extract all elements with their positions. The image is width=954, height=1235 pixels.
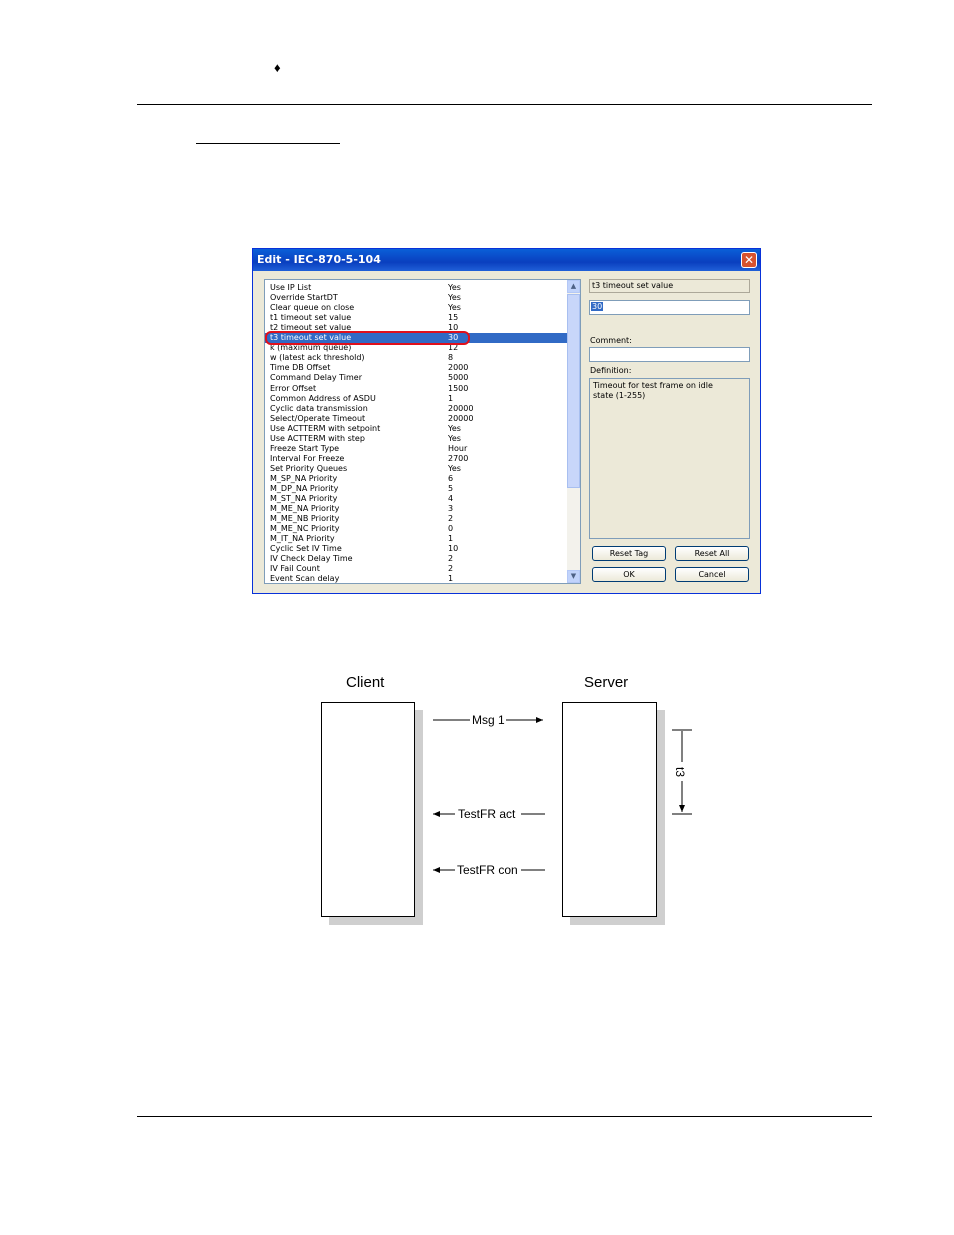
list-row-name: Interval For Freeze — [270, 453, 345, 463]
list-row-name: M_ME_NA Priority — [270, 504, 340, 514]
list-row-name: Cyclic Set IV Time — [270, 544, 342, 554]
selected-tag-name: t3 timeout set value — [589, 279, 750, 293]
server-title: Server — [584, 674, 629, 691]
list-row[interactable] — [265, 434, 568, 444]
list-row-name: Common Address of ASDU — [270, 393, 376, 403]
ok-button[interactable]: OK — [592, 567, 666, 582]
list-row[interactable] — [265, 514, 568, 524]
scroll-up-icon[interactable]: ▲ — [567, 280, 580, 293]
list-row-name: Event Scan delay — [270, 574, 340, 584]
list-row-value: 2700 — [448, 453, 469, 463]
list-row-name: Use ACTTERM with setpoint — [270, 423, 381, 433]
list-row[interactable] — [265, 444, 568, 454]
list-row-value: Yes — [448, 293, 461, 303]
list-row-name: Cyclic data transmission — [270, 403, 368, 413]
list-row-value: 30 — [448, 333, 459, 343]
definition-box — [589, 378, 750, 539]
list-row-name: Clear queue on close — [270, 303, 355, 313]
reset-tag-button[interactable]: Reset Tag — [592, 546, 666, 561]
header-rule — [137, 104, 872, 105]
list-row-name: Set Priority Queues — [270, 463, 348, 473]
list-row[interactable] — [265, 454, 568, 464]
list-row-value: 2 — [448, 554, 454, 564]
list-row-value: 1500 — [448, 383, 469, 393]
list-row[interactable] — [265, 353, 568, 363]
list-row-name: IV Fail Count — [270, 564, 320, 574]
footer-rule — [137, 1116, 872, 1117]
list-row-value: 4 — [448, 494, 454, 504]
list-row-value: 3 — [448, 504, 454, 514]
testfr-act-label: TestFR act — [458, 807, 516, 821]
definition-text: Timeout for test frame on idle state (1-255) — [593, 381, 713, 400]
parameter-list[interactable] — [264, 279, 581, 584]
list-row-value: 15 — [448, 313, 459, 323]
list-row-value: Yes — [448, 423, 461, 433]
comment-label: Comment: — [590, 336, 632, 345]
list-scrollbar[interactable] — [567, 280, 580, 583]
definition-label: Definition: — [590, 366, 632, 375]
list-row[interactable] — [265, 293, 568, 303]
list-row-value: 5 — [448, 484, 454, 493]
list-row-name: Error Offset — [270, 383, 317, 393]
list-row-value: 1 — [448, 574, 454, 584]
list-row-name: M_IT_NA Priority — [270, 534, 335, 544]
list-row[interactable] — [265, 494, 568, 504]
list-row[interactable] — [265, 524, 568, 534]
reset-all-button[interactable]: Reset All — [675, 546, 749, 561]
list-row-name: M_ST_NA Priority — [270, 494, 338, 504]
list-row-name: w (latest ack threshold) — [270, 353, 365, 363]
client-box — [321, 702, 415, 917]
list-row-value: 10 — [448, 323, 459, 333]
list-row-name: Use IP List — [270, 283, 312, 292]
list-row-name: M_DP_NA Priority — [270, 484, 339, 493]
list-row-name: k (maximum queue) — [270, 343, 352, 353]
list-row-name: IV Check Delay Time — [270, 554, 353, 564]
list-row-value: 1 — [448, 534, 454, 544]
bullet-marker: ♦ — [274, 60, 281, 75]
list-row-name: Freeze Start Type — [270, 443, 340, 453]
list-row[interactable] — [265, 464, 568, 474]
list-row-value: Yes — [448, 433, 461, 443]
list-row[interactable] — [265, 534, 568, 544]
list-row-value: Yes — [448, 463, 461, 473]
list-row[interactable] — [265, 373, 568, 383]
list-row-name: Override StartDT — [270, 293, 338, 303]
testfr-con-label: TestFR con — [457, 863, 518, 877]
list-row[interactable] — [265, 474, 568, 484]
list-row[interactable] — [265, 303, 568, 313]
dialog-titlebar — [253, 249, 760, 271]
list-row-value: Yes — [448, 283, 461, 292]
list-row-name: Use ACTTERM with step — [270, 433, 365, 443]
list-row[interactable] — [265, 424, 568, 434]
list-row-value: Yes — [448, 303, 461, 313]
edit-dialog — [252, 248, 761, 594]
list-row[interactable] — [265, 283, 568, 293]
list-row[interactable] — [265, 363, 568, 373]
list-row-value: 20000 — [448, 403, 474, 413]
list-row[interactable] — [265, 414, 568, 424]
comment-input[interactable] — [589, 347, 750, 362]
list-row-name: t3 timeout set value — [270, 333, 352, 343]
list-row-value: 0 — [448, 524, 454, 534]
list-row-value: 12 — [448, 343, 459, 353]
list-row-name: Time DB Offset — [270, 363, 331, 373]
list-row[interactable] — [265, 554, 568, 564]
heading-underline — [196, 143, 340, 144]
list-row-name: Command Delay Timer — [270, 373, 363, 383]
list-row-value: 10 — [448, 544, 459, 554]
list-row-name: t1 timeout set value — [270, 313, 352, 323]
scroll-thumb[interactable] — [567, 294, 580, 488]
selection-highlight-ring — [265, 331, 470, 345]
list-row-value: 2000 — [448, 363, 469, 373]
list-row[interactable] — [265, 484, 568, 494]
list-row-name: M_ME_NB Priority — [270, 514, 340, 524]
t3-label: t3 — [673, 766, 688, 778]
list-row-value: 2 — [448, 514, 454, 524]
list-row[interactable] — [265, 313, 568, 323]
list-row-value: 8 — [448, 353, 454, 363]
client-title: Client — [346, 674, 385, 691]
list-row[interactable] — [265, 504, 568, 514]
list-row-value: Hour — [448, 443, 468, 453]
list-row[interactable] — [265, 564, 568, 574]
list-row[interactable] — [265, 574, 568, 584]
scroll-down-icon[interactable]: ▼ — [567, 570, 580, 583]
list-row-name: t2 timeout set value — [270, 323, 352, 333]
close-icon[interactable]: ✕ — [741, 252, 757, 268]
list-row[interactable] — [265, 394, 568, 404]
list-row-value: 6 — [448, 473, 454, 483]
list-row-name: M_SP_NA Priority — [270, 473, 338, 483]
dialog-title: Edit - IEC-870-5-104 — [257, 253, 381, 266]
list-row-value: 1 — [448, 393, 454, 403]
server-box — [562, 702, 657, 917]
list-row[interactable] — [265, 404, 568, 414]
msg1-label: Msg 1 — [472, 713, 505, 727]
value-input-text: 30 — [592, 302, 603, 311]
list-row-value: 2 — [448, 564, 454, 574]
list-row[interactable] — [265, 384, 568, 394]
list-row-value: 20000 — [448, 413, 474, 423]
value-input[interactable] — [589, 300, 750, 315]
list-row-value: 5000 — [448, 373, 469, 383]
list-row-name: M_ME_NC Priority — [270, 524, 340, 534]
list-row[interactable] — [265, 544, 568, 554]
list-row-name: Select/Operate Timeout — [270, 413, 366, 423]
cancel-button[interactable]: Cancel — [675, 567, 749, 582]
